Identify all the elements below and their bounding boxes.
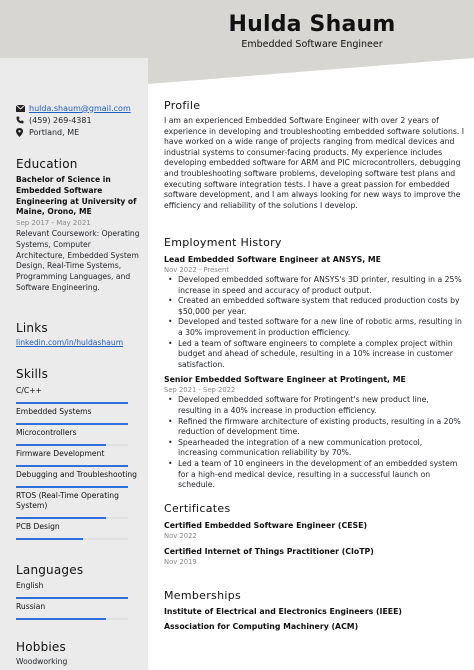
hobby-item: Woodworking: [16, 657, 68, 666]
certificates-list: [164, 520, 464, 567]
skill-item: [16, 491, 140, 522]
skill-item: [16, 522, 140, 543]
job-bullet: • Developed embedded software for Protingent's new product line, resulting in a 40% increase in production efficiency.: [178, 395, 464, 416]
languages-list: [16, 581, 140, 623]
links-list: [16, 338, 140, 349]
education-block: [16, 175, 140, 294]
contact-email-row[interactable]: [16, 102, 146, 114]
hobbies-heading: Hobbies: [16, 640, 66, 654]
skill-bar-track: [16, 538, 128, 541]
certificate-name: Certified Internet of Things Practitioner (CIoTP): [164, 547, 374, 556]
employment-heading: Employment History: [164, 236, 282, 249]
links-heading: Links: [16, 321, 48, 335]
contact-email[interactable]: hulda.shaum@gmail.com: [29, 103, 131, 113]
job-bullet: • Developed embedded software for ANSYS's 3D printer, resulting in a 25% increase in speed and accuracy of product output.: [178, 275, 464, 296]
education-degree: Bachelor of Science in Embedded Software Engineering at University of Maine, Orono, ME: [16, 175, 137, 217]
job-bullet: • Spearheaded the integration of a new communication protocol, increasing communication reliability by 70%.: [178, 438, 464, 459]
contact-phone-row: [16, 114, 146, 126]
candidate-name: Hulda Shaum: [228, 12, 396, 37]
job-bullet: • Led a team of software engineers to complete a complex project within budget and ahead of schedule, resulting in a 10% increase in customer satisfaction.: [178, 339, 464, 371]
candidate-title: Embedded Software Engineer: [241, 39, 383, 50]
skill-bar-track: [16, 423, 128, 426]
link-linkedin[interactable]: linkedin.com/in/huldashaum: [16, 338, 124, 347]
skill-bar-track: [16, 402, 128, 405]
skill-item: [16, 407, 140, 428]
job-bullet: • Led a team of 10 engineers in the development of an embedded system for a high-end medical device, resulting in a successful launch on schedule.: [178, 459, 464, 491]
job-bullet: • Refined the firmware architecture of existing products, resulting in a 20% reduction of development time.: [178, 417, 464, 438]
language-label: English: [16, 581, 44, 590]
contact-location-row: [16, 126, 146, 138]
skill-bar-fill: [16, 517, 106, 520]
certificate-name: Certified Embedded Software Engineer (CESE): [164, 521, 368, 530]
skill-item: [16, 386, 140, 407]
job-date: Nov 2022 - Present: [164, 266, 229, 274]
contact-block: [16, 102, 146, 138]
skill-bar-fill: [16, 423, 128, 426]
skill-bar-track: [16, 517, 128, 520]
language-item: [16, 602, 140, 623]
profile-heading: Profile: [164, 99, 201, 112]
skill-bar-fill: [16, 444, 106, 447]
certificates-heading: Certificates: [164, 502, 231, 515]
skill-label: Embedded Systems: [16, 407, 92, 416]
mail-icon: [16, 105, 28, 112]
job-title: Senior Embedded Software Engineer at Protingent, ME: [164, 375, 406, 385]
language-bar-track: [16, 618, 128, 621]
skill-bar-fill: [16, 486, 128, 489]
hobbies-list: [16, 657, 140, 668]
language-bar-fill: [16, 618, 106, 621]
skill-item: [16, 449, 140, 470]
contact-location: Portland, ME: [29, 127, 80, 137]
language-bar-fill: [16, 597, 128, 600]
job-date: Sep 2021 - Sep 2022: [164, 386, 236, 395]
certificate-entry: [164, 520, 464, 541]
skills-heading: Skills: [16, 367, 49, 381]
location-pin-icon: [16, 128, 28, 137]
skills-list: [16, 386, 140, 543]
skill-bar-fill: [16, 465, 128, 468]
language-label: Russian: [16, 602, 46, 611]
job-bullets: [164, 275, 464, 370]
employment-list: [164, 254, 464, 491]
skill-label: Firmware Development: [16, 449, 105, 458]
skill-label: RTOS (Real-Time Operating System): [16, 491, 119, 510]
skill-item: [16, 470, 140, 491]
job-bullet: • Created an embedded software system that reduced production costs by $50,000 per year.: [178, 296, 464, 317]
education-heading: Education: [16, 157, 78, 171]
skill-bar-fill: [16, 402, 128, 405]
skill-bar-fill: [16, 538, 83, 541]
education-date: Sep 2017 - May 2021: [16, 219, 91, 228]
skill-bar-track: [16, 444, 128, 447]
job-bullets: [164, 395, 464, 490]
profile-text: I am an experienced Embedded Software Engineer with over 2 years of experience in developing and troubleshooting embedded software solutions. I have worked on a wide range of projects ranging from medical devices and industrial systems to consumer-facing products. My experience includes developing embedded software for ARM and PIC microcontrollers, debugging and troubleshooting software problems, developing software test plans and executing software integration tests. I have a great passion for embedded software development, and I am always looking for new ways to improve the efficiency and reliability of the solutions I develop.: [164, 116, 465, 210]
memberships-heading: Memberships: [164, 589, 242, 602]
job-bullet: • Developed and tested software for a new line of robotic arms, resulting in a 30% improvement in production efficiency.: [178, 317, 464, 338]
job-entry: [164, 254, 464, 370]
certificate-date: Nov 2022: [164, 532, 197, 540]
skill-item: [16, 428, 140, 449]
membership-item: Institute of Electrical and Electronics Engineers (IEEE): [164, 607, 402, 616]
language-bar-track: [16, 597, 128, 600]
education-coursework: Relevant Coursework: Operating Systems, Computer Architecture, Embedded System Design, Real-Time Systems, Programming Languages, and Software Engineering.: [16, 228, 140, 292]
skill-bar-track: [16, 486, 128, 489]
job-title: Lead Embedded Software Engineer at ANSYS, ME: [164, 255, 381, 264]
sidebar: [0, 58, 148, 670]
membership-item: Association for Computing Machinery (ACM): [164, 622, 359, 631]
skill-label: Microcontrollers: [16, 428, 77, 437]
certificate-date: Nov 2019: [164, 558, 197, 566]
languages-heading: Languages: [16, 563, 84, 577]
skill-label: Debugging and Troubleshooting: [16, 470, 137, 479]
memberships-list: [164, 606, 464, 632]
skill-label: C/C++: [16, 386, 42, 395]
contact-phone: (459) 269-4381: [29, 115, 92, 125]
skill-label: PCB Design: [16, 522, 60, 531]
certificate-entry: [164, 546, 464, 567]
skill-bar-track: [16, 465, 128, 468]
language-item: [16, 581, 140, 602]
phone-icon: [16, 116, 28, 124]
job-entry: [164, 374, 464, 490]
